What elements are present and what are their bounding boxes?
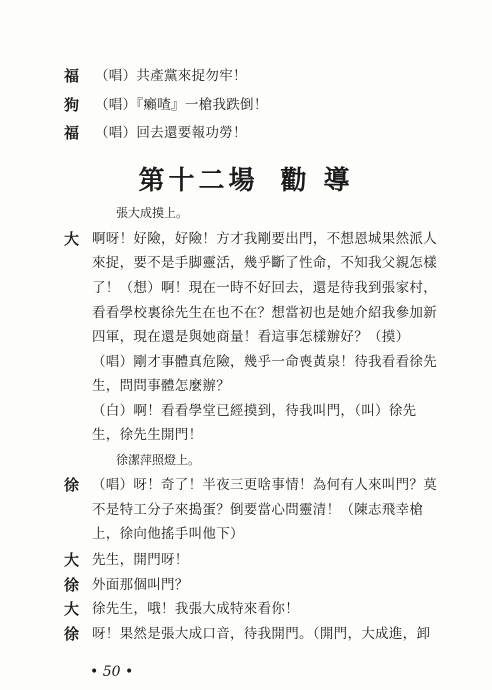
dialogue-line: 徐先生，哦！我張大成特來看你！: [92, 601, 299, 617]
dialogue-line: （唱）回去還要報功勞！: [95, 125, 247, 141]
dialogue-line: （唱）共產黨來捉勿牢！: [95, 68, 247, 84]
dialogue-line: 生，徐先生開門！: [92, 427, 203, 443]
speaker-label: 大: [64, 230, 80, 248]
dialogue-line: 生，問問事體怎麼辦？: [92, 378, 230, 394]
dialogue-line: 呀！果然是張大成口音，待我開門。（開門，大成進，卸: [92, 626, 431, 642]
dialogue-line: 來捉，要不是手脚靈活，幾乎斷了性命，不知我父親怎樣: [92, 255, 437, 271]
scene-number: 第十二場: [138, 166, 259, 196]
scene-name: 勸 導: [280, 166, 354, 196]
dialogue-line: （唱）剛才事體真危險，幾乎一命喪黃泉！待我看看徐先: [92, 354, 437, 370]
dialogue-line: （白）啊！看看學堂已經摸到，待我叫門，（叫）徐先: [92, 403, 417, 419]
page-number: • 50 •: [90, 664, 134, 680]
speaker-label: 狗: [64, 96, 80, 114]
dialogue-line: 外面那個叫門？: [92, 577, 189, 593]
dialogue-line: 先生，開門呀！: [92, 552, 189, 568]
speaker-label: 徐: [64, 625, 80, 643]
dialogue-line: 了！（想）啊！現在一時不好回去，還是待我到張家村，: [92, 280, 437, 296]
dialogue-line: 上，徐向他搖手叫他下）: [92, 526, 244, 542]
dialogue-line: （唱）『癩喳』一槍我跌倒！: [95, 97, 268, 113]
dialogue-line: 四軍，現在還是與她商量！看這事怎樣辦好？（摸）: [92, 329, 410, 345]
speaker-label: 福: [64, 67, 80, 85]
speaker-label: 福: [64, 124, 80, 142]
dialogue-line: 不是特工分子來搗蛋？倒要當心問靈清！（陳志飛幸槍: [92, 502, 424, 518]
speaker-label: 徐: [64, 576, 80, 594]
speaker-label: 徐: [64, 476, 80, 494]
dialogue-line: （唱）呀！奇了！半夜三更啥事情！為何有人來叫門？莫: [92, 477, 437, 493]
stage-direction: 徐潔萍照燈上。: [116, 453, 201, 467]
scene-title: [0, 160, 492, 197]
speaker-label: 大: [64, 551, 80, 569]
dialogue-line: 啊呀！好險，好險！方才我剛要出門，不想恩城果然派人: [92, 231, 437, 247]
stage-direction: 張大成摸上。: [116, 206, 189, 220]
speaker-label: 大: [64, 600, 80, 618]
dialogue-line: 看看學校裏徐先生在也不在？想當初也是她介紹我參加新: [92, 305, 437, 321]
